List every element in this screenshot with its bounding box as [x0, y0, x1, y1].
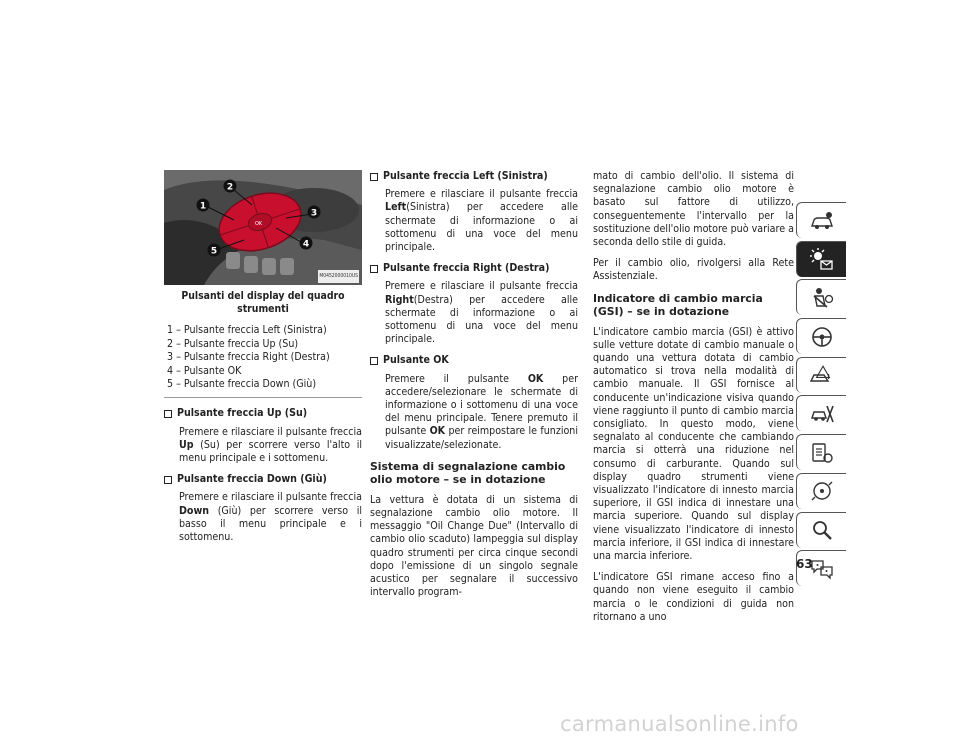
service-icon [809, 402, 835, 426]
callout-3 [308, 206, 321, 219]
legend-divider [164, 397, 362, 398]
watermark-text: carmanualsonline.info [560, 712, 799, 736]
column-right [593, 170, 794, 632]
ok-label: OK [255, 221, 263, 227]
svg-text:3: 3 [310, 208, 318, 219]
specifications-icon [809, 441, 835, 465]
figure-caption: Pulsanti del display del quadro strumenti [181, 290, 345, 316]
legend-item: 5 – Pulsante freccia Down (Giù) [167, 378, 317, 391]
figure-id: M0452000010US [318, 270, 359, 283]
section-title-right: Pulsante freccia Right (Destra) [370, 262, 578, 275]
oil-change-service-paragraph: Per il cambio olio, rivolgersi alla Rete Assistenziale. [593, 257, 794, 283]
bullet-box-icon [370, 265, 378, 273]
tab-multimedia[interactable] [796, 473, 846, 509]
chapter-tabs [796, 202, 846, 589]
column-middle [370, 170, 578, 607]
oil-change-heading: Sistema di segnalazione cambio olio motore – se in dotazione [370, 459, 566, 486]
legend-item: 3 – Pulsante freccia Right (Destra) [167, 351, 330, 364]
safety-icon [809, 286, 835, 310]
oil-change-paragraph: La vettura è dotata di un sistema di segnalazione cambio olio motore. Il messaggio "Oil Change Due" (Intervallo di cambio olio scaduto) lampeggia sul display quadro strumenti per circa cinque secondi dopo l'emissione di un singolo segnale acustico per segnalare il successivo intervallo program- [370, 493, 578, 599]
bullet-box-icon [370, 173, 378, 181]
multimedia-icon [809, 479, 835, 503]
section-body-left: Premere e rilasciare il pulsante freccia Left(Sinistra) per accedere alle schermate di informazione o ai sottomenu di una voce del menu principale. [385, 188, 578, 254]
tab-steering-wheel[interactable] [796, 318, 846, 354]
callout-5 [208, 244, 221, 257]
svg-text:2: 2 [226, 182, 234, 193]
section-body-down: Premere e rilasciare il pulsante freccia Down (Giù) per scorrere verso il basso il menu principale e i sottomenu. [179, 491, 362, 544]
oil-change-paragraph-cont: mato di cambio dell'olio. Il sistema di segnalazione cambio olio motore è basato sul fattore di utilizzo, conseguentemente l'intervallo per la sostituzione dell'olio motore può variare a seconda dello stile di guida. [593, 170, 794, 249]
bullet-box-icon [370, 357, 378, 365]
section-body-up: Premere e rilasciare il pulsante freccia Up (Su) per scorrere verso l'alto il menu principale e i sottomenu. [179, 425, 362, 465]
callout-2 [224, 180, 237, 193]
steering-wheel-icon [809, 325, 835, 349]
tab-safety[interactable] [796, 279, 846, 315]
steering-wheel-illustration [164, 170, 362, 285]
gsi-paragraph: L'indicatore cambio marcia (GSI) è attivo sulle vetture dotate di cambio manuale o quando una vettura dotata di cambio automatico si trova nella modalità di cambio manuale. Il GSI fornisce al conducente un'indicazione visiva quando viene raggiunto il punto di cambio marcia consigliato. In questo modo, viene segnalato al conducente che cambiando marcia si otterrà una riduzione nel consumo di carburante. Quando sul display quadro strumenti viene visualizzato l'indicatore di innesto marcia superiore, il GSI indica di innestare una marcia superiore. Quando sul display viene visualizzato l'indicatore di innesto marcia inferiore, il GSI indica di innestare una marcia inferiore. [593, 325, 794, 563]
bullet-box-icon [164, 476, 172, 484]
tab-service[interactable] [796, 395, 846, 431]
svg-text:!: ! [826, 373, 830, 382]
tab-dashboard-lights[interactable] [796, 241, 846, 277]
figure-legend [164, 324, 362, 391]
legend-item: 4 – Pulsante OK [167, 364, 242, 377]
callout-1 [197, 199, 210, 212]
section-title-ok: Pulsante OK [370, 354, 578, 367]
section-title-up: Pulsante freccia Up (Su) [164, 407, 362, 420]
tab-emergency[interactable] [796, 357, 846, 393]
svg-text:4: 4 [302, 239, 310, 250]
svg-text:5: 5 [210, 246, 218, 257]
emergency-icon [809, 363, 835, 387]
tab-index[interactable] [796, 512, 846, 548]
index-search-icon [809, 518, 835, 542]
tab-specifications[interactable] [796, 434, 846, 470]
callout-4 [300, 237, 313, 250]
dashboard-lights-icon [809, 247, 835, 271]
page-number: 63 [796, 557, 813, 571]
section-title-left: Pulsante freccia Left (Sinistra) [370, 170, 578, 183]
column-left [164, 170, 362, 552]
legend-item: 1 – Pulsante freccia Left (Sinistra) [167, 324, 327, 337]
legend-item: 2 – Pulsante freccia Up (Su) [167, 337, 299, 350]
svg-text:1: 1 [199, 201, 207, 212]
gsi-heading: Indicatore di cambio marcia (GSI) – se in dotazione [593, 291, 763, 318]
bullet-box-icon [164, 410, 172, 418]
tab-car-info[interactable] [796, 202, 846, 238]
steering-wheel-figure [164, 170, 362, 285]
gsi-paragraph-2: L'indicatore GSI rimane acceso fino a quando non viene eseguito il cambio marcia o le condizioni di guida non ritornano a uno [593, 571, 794, 623]
car-info-icon [809, 209, 835, 233]
section-body-ok: Premere il pulsante OK per accedere/selezionare le schermate di informazione o i sottomenu di una voce del menu principale. Tenere premuto il pulsante OK per reimpostare le funzioni visualizzate/selezionate. [385, 372, 579, 451]
section-title-down: Pulsante freccia Down (Giù) [164, 473, 362, 486]
section-body-right: Premere e rilasciare il pulsante freccia Right(Destra) per accedere alle schermate di informazione o ai sottomenu di una voce del menu principale. [385, 280, 578, 346]
